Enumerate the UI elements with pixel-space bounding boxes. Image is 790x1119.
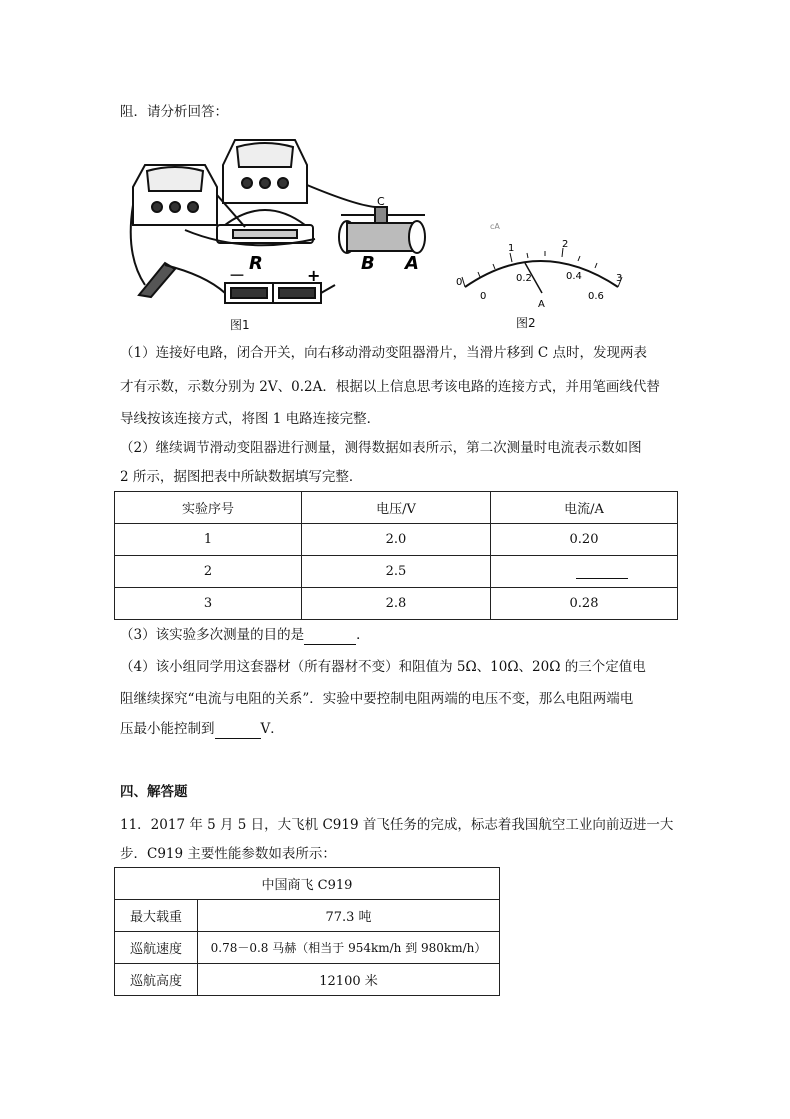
table-header-row [115,492,678,524]
table-cell: 2.8 [302,588,491,620]
intro-text: 阻．请分析回答： [120,104,228,120]
table-cell: 0.20 [491,524,678,556]
inner-tick-0: 0 [480,291,487,302]
table-row [115,964,500,996]
table-cell: 1 [115,524,302,556]
table-row [115,588,678,620]
data-table [114,491,678,620]
table-header: 电流/A [491,492,678,524]
dial-unit: A [538,299,545,310]
resistor-R-drawing [217,210,313,243]
table-row [115,932,500,964]
table-cell: 2 [115,556,302,588]
q4-end: V． [260,721,284,737]
label-plus: + [307,266,321,285]
figure1-caption: 图1 [230,318,250,332]
battery-drawing [225,283,321,303]
table-cell: 巡航速度 [115,932,198,964]
label-B: B [361,253,375,274]
q11-line-1: 11．2017 年 5 月 5 日，大飞机 C919 首飞任务的完成，标志着我国航空工业向前迈进一大 [120,817,674,833]
outer-tick-0: 0 [456,277,463,288]
table-cell-blank[interactable] [491,556,678,588]
table-cell: 巡航高度 [115,964,198,996]
inner-tick-0.6: 0.6 [588,291,604,302]
q3-text: （3）该实验多次测量的目的是 [120,627,305,643]
figure2-corner-label: cA [490,222,500,231]
q1-line-3: 导线按该连接方式，将图 1 电路连接完整． [120,411,381,427]
label-minus: － [229,266,246,285]
q2-line-1: （2）继续调节滑动变阻器进行测量，测得数据如表所示，第二次测量时电流表示数如图 [120,440,642,456]
table-cell: 12100 米 [198,964,500,996]
voltmeter-drawing [133,165,217,225]
dial-arc [465,261,618,287]
ammeter-drawing [223,140,307,203]
figure2-caption: 图2 [516,316,536,330]
switch-drawing [139,263,175,297]
outer-tick-1: 1 [508,243,515,254]
table-row [115,524,678,556]
label-R: R [249,253,263,274]
table-cell: 3 [115,588,302,620]
outer-tick-3: 3 [616,273,623,284]
q4-line-1: （4）该小组同学用这套器材（所有器材不变）和阻值为 5Ω、10Ω、20Ω 的三个定值电 [120,659,646,675]
inner-tick-0.4: 0.4 [566,271,582,282]
q4-line-3 [120,719,284,739]
q4-line-2: 阻继续探究“电流与电阻的关系”．实验中要控制电阻两端的电压不变，那么电阻两端电 [120,691,634,707]
inner-tick-0.2: 0.2 [516,273,532,284]
q2-line-2: 2 所示，据图把表中所缺数据填写完整． [120,469,363,485]
table-title: 中国商飞 C919 [115,868,500,900]
table-cell: 0.28 [491,588,678,620]
answer-blank-q3[interactable] [304,630,356,645]
q1-line-2: 才有示数，示数分别为 2V、0.2A．根据以上信息思考该电路的连接方式，并用笔画线代替 [120,379,660,395]
c919-table [114,867,500,996]
rheostat-drawing [339,207,425,253]
table-cell: 0.78－0.8 马赫（相当于 954km/h 到 980km/h） [198,932,500,964]
section-heading: 四、解答题 [120,784,188,800]
table-row [115,556,678,588]
table-header: 电压/V [302,492,491,524]
q3-line [120,625,370,645]
q11-line-2: 步．C919 主要性能参数如表所示： [120,846,336,862]
answer-blank-q4[interactable] [215,724,261,739]
table-cell: 2.0 [302,524,491,556]
table-cell: 2.5 [302,556,491,588]
table-cell: 最大载重 [115,900,198,932]
figure1-circuit [125,135,445,310]
label-C: C [377,195,385,208]
q4-text: 压最小能控制到 [120,721,215,737]
figure2-ammeter-dial [450,215,630,315]
table-header: 实验序号 [115,492,302,524]
label-A: A [405,253,419,274]
answer-blank-current[interactable] [576,564,628,579]
q1-line-1: （1）连接好电路，闭合开关，向右移动滑动变阻器滑片，当滑片移到 C 点时，发现两表 [120,345,647,361]
outer-tick-2: 2 [562,239,569,250]
table-cell: 77.3 吨 [198,900,500,932]
q3-end: ． [356,627,370,643]
table-row [115,900,500,932]
dial-ticks [462,248,622,287]
table-title-row [115,868,500,900]
